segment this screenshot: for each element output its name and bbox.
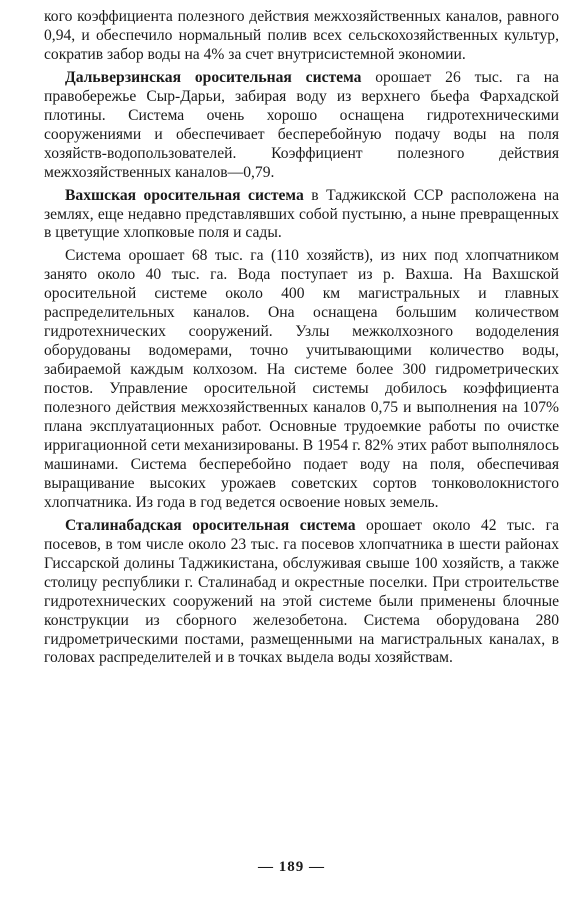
paragraph-vakhsh-system: [44, 187, 559, 244]
paragraph-heading: Дальверзинская оросительная система: [65, 68, 362, 86]
page-number: — 189 —: [258, 859, 325, 875]
paragraph-dalverzin-system: [44, 69, 559, 183]
paragraph-text: орошает 26 тыс. га на правобережье Сыр-Дарьи, забирая воду из верхнего бьефа Фархадской плотины. Система очень хорошо оснащена гидротехническими сооружениями и обеспечивает бесперебойную подачу воды на поля хозяйств-водопользователей. Коэффициент полезного действия межхозяйственных каналов—0,79.: [44, 68, 559, 181]
paragraph-text: в Таджикской ССР расположена на землях, еще недавно представлявших собой пустыню, а ныне превращенных в цветущие хлопковые поля и сады.: [44, 186, 560, 242]
paragraph-vakhsh-details: [44, 247, 559, 512]
paragraph-continuation: [44, 8, 559, 65]
paragraph-text: Система орошает 68 тыс. га (110 хозяйств), из них под хлопчатником занято около 40 тыс. га. Вода поступает из р. Вахша. На Вахшской оросительной системе около 400 км магистральных и главных распределительных каналов. Она оснащена большим количеством гидротехнических сооружений. Узлы межколхозного вододеления оборудованы водомерами, точно учитывающими количество воды, забираемой каждым колхозом. На системе более 300 гидрометрических постов. Управление оросительной системы добилось коэффициента полезного действия межхозяйственных каналов 0,75 и выполнения на 107% плана эксплуатационных работ. Основные трудоемкие работы по очистке ирригационной сети механизированы. В 1954 г. 82% этих работ выполнялось машинами. Система бесперебойно подает воду на поля, обеспечивая выращивание высоких урожаев советских сортов тонковолокнистого хлопчатника. Из года в год ведется освоение новых земель.: [44, 247, 559, 511]
paragraph-heading: Вахшская оросительная система: [65, 186, 304, 204]
paragraph-heading: Сталинабадская оросительная система: [65, 516, 356, 534]
paragraph-stalinabad-system: [44, 517, 559, 669]
paragraph-text: орошает около 42 тыс. га посевов, в том числе около 23 тыс. га посевов хлопчатника в шести районах Гиссарской долины Таджикистана, обслуживая свыше 100 хозяйств, а также столицу республики г. Сталинабад и окрестные поселки. При строительстве гидротехнических сооружений на этой системе были применены блочные конструкции из сборного железобетона. Система оборудована 280 гидрометрическими постами, размещенными на магистральных каналах, в головах распределителей и в точках выдела воды хозяйствам.: [44, 516, 559, 667]
paragraph-text: кого коэффициента полезного действия межхозяйственных каналов, равного 0,94, и обеспечило нормальный полив всех сельскохозяйственных культур, сократив забор воды на 4% за счет внутрисистемной экономии.: [44, 8, 559, 63]
